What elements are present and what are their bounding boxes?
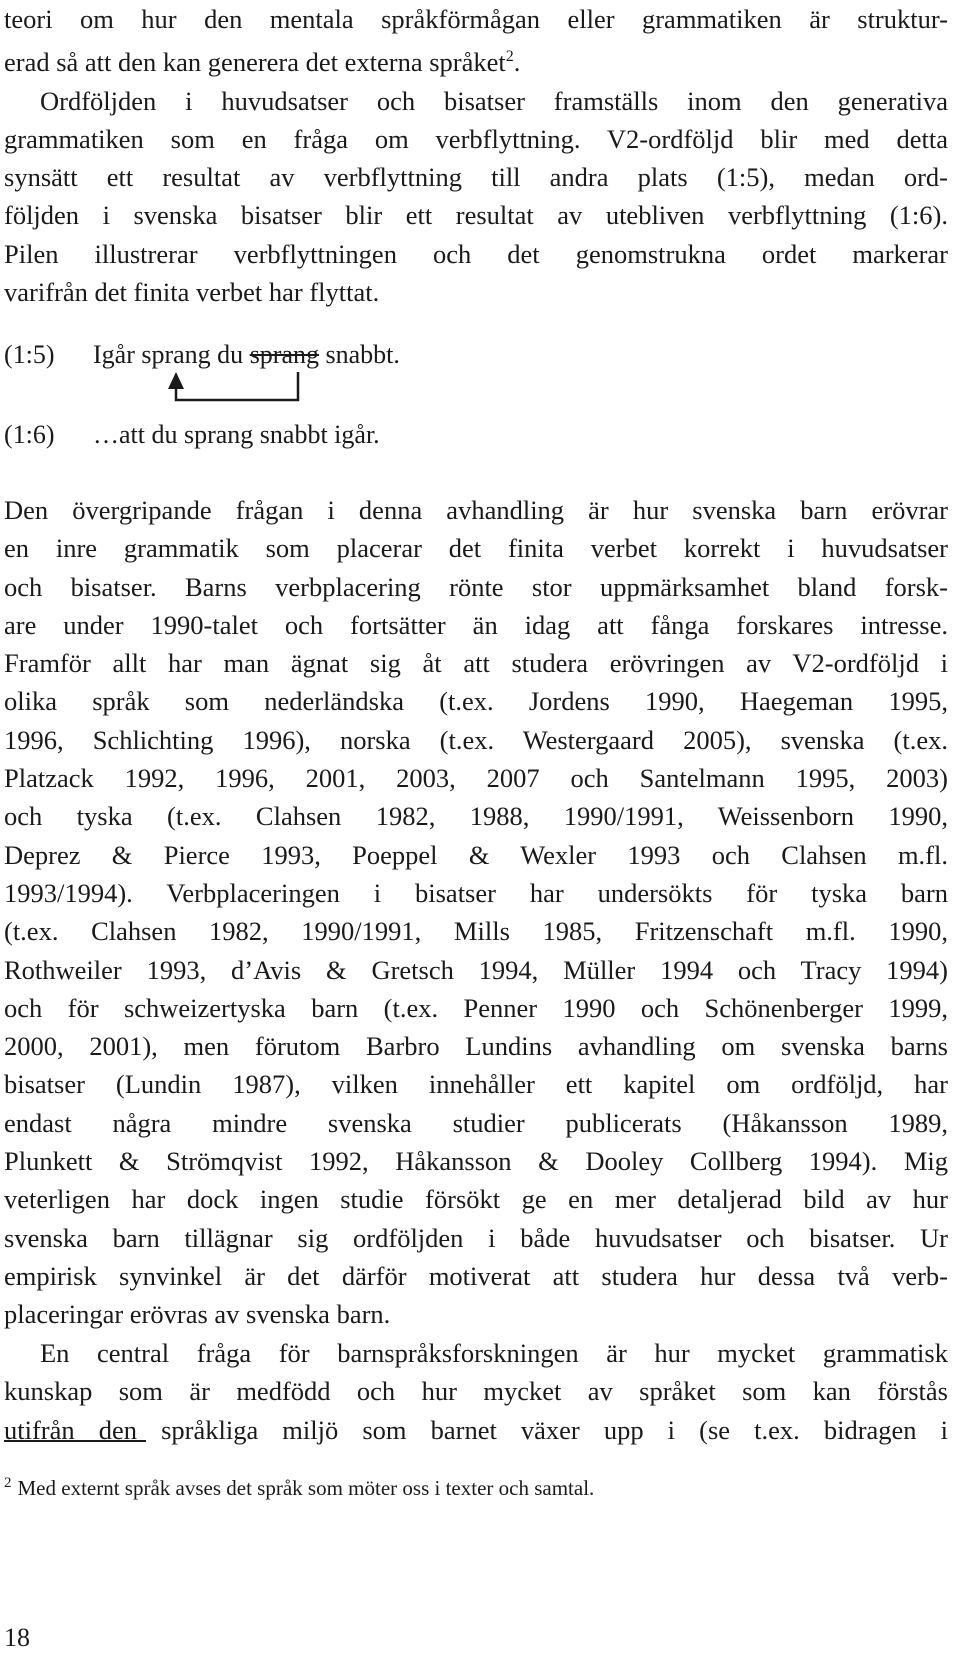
example-text-after: snabbt.	[319, 340, 400, 369]
text-line: endast några mindre svenska studier publicerats (Håkansson 1989,	[4, 1107, 948, 1138]
text-line: 2000, 2001), men förutom Barbro Lundins avhandling om svenska barns	[4, 1031, 948, 1062]
text-line: och bisatser. Barns verbplacering rönte stor uppmärksamhet bland forsk-	[4, 571, 948, 602]
text-span: .	[513, 47, 521, 78]
text-line: 1993/1994). Verbplaceringen i bisatser har undersökts för tyska barn	[4, 877, 948, 908]
text-line: Plunkett & Strömqvist 1992, Håkansson & Dooley Collberg 1994). Mig	[4, 1146, 948, 1177]
text-line: (t.ex. Clahsen 1982, 1990/1991, Mills 1985, Fritzenschaft m.fl. 1990,	[4, 916, 948, 947]
text-line: 1996, Schlichting 1996), norska (t.ex. Westergaard 2005), svenska (t.ex.	[4, 724, 948, 755]
text-line: Deprez & Pierce 1993, Poeppel & Wexler 1993 och Clahsen m.fl.	[4, 839, 948, 870]
text-line: och tyska (t.ex. Clahsen 1982, 1988, 1990/1991, Weissenborn 1990,	[4, 801, 948, 832]
text-line: följden i svenska bisatser blir ett resultat av utebliven verbflyttning (1:6).	[4, 200, 948, 231]
text-line: Ordföljden i huvudsatser och bisatser framställs inom den generativa	[40, 85, 948, 116]
example-sentence: …att du sprang snabbt igår.	[93, 420, 380, 449]
page-number: 18	[4, 1623, 30, 1652]
text-line: Rothweiler 1993, d’Avis & Gretsch 1994, Müller 1994 och Tracy 1994)	[4, 954, 948, 985]
footnote-marker: 2	[4, 1475, 12, 1491]
footnote-reference[interactable]: 2	[505, 48, 514, 66]
text-line: Platzack 1992, 1996, 2001, 2003, 2007 och Santelmann 1995, 2003)	[4, 763, 948, 794]
text-line: empirisk synvinkel är det därför motiverat att studera hur dessa två verb-	[4, 1260, 948, 1291]
text-line: Pilen illustrerar verbflyttningen och det genomstrukna ordet markerar	[4, 238, 948, 269]
text-line: olika språk som nederländska (t.ex. Jordens 1990, Haegeman 1995,	[4, 686, 948, 717]
text-span: erad så att den kan generera det externa språket	[4, 47, 506, 78]
text-line: svenska barn tillägnar sig ordföljden i både huvudsatser och bisatser. Ur	[4, 1222, 948, 1253]
paragraph-main	[4, 491, 948, 1334]
footnote-text: Med externt språk avses det språk som möter oss i texter och samtal.	[17, 1476, 595, 1500]
footnote	[4, 1470, 594, 1501]
text-line: en inre grammatik som placerar det finita verbet korrekt i huvudsatser	[4, 533, 948, 564]
text-line: Framför allt har man ägnat sig åt att studera erövringen av V2-ordföljd i	[4, 648, 948, 679]
text-line: kunskap som är medfödd och hur mycket av språket som kan förstås	[4, 1376, 948, 1407]
text-line: utifrån den språkliga miljö som barnet växer upp i (se t.ex. bidragen i	[4, 1414, 948, 1445]
struck-verb: sprang	[249, 340, 320, 369]
text-line: teori om hur den mentala språkförmågan eller grammatiken är struktur-	[4, 4, 948, 34]
text-line: synsätt ett resultat av verbflyttning till andra plats (1:5), medan ord-	[4, 162, 948, 193]
text-line: bisatser (Lundin 1987), vilken innehåller ett kapitel om ordföljd, har	[4, 1069, 948, 1100]
footnote-divider	[4, 1440, 146, 1442]
text-line: En central fråga för barnspråksforskningen är hur mycket grammatisk	[40, 1338, 948, 1368]
text-line: Den övergripande frågan i denna avhandling är hur svenska barn erövrar	[4, 495, 948, 525]
text-line: och för schweizertyska barn (t.ex. Penner 1990 och Schönenberger 1999,	[4, 992, 948, 1023]
text-line: are under 1990-talet och fortsätter än idag att fånga forskares intresse.	[4, 609, 948, 640]
example-number: (1:6)	[4, 420, 55, 449]
example-text-before: Igår sprang du	[93, 340, 250, 369]
text-line: varifrån det finita verbet har flyttat.	[4, 277, 380, 308]
example-number: (1:5)	[4, 340, 55, 369]
text-line: veterligen har dock ingen studie försökt ge en mer detaljerad bild av hur	[4, 1184, 948, 1215]
text-line: grammatiken som en fråga om verbflyttning. V2-ordföljd blir med detta	[4, 123, 948, 154]
paragraph-continued	[4, 1334, 948, 1449]
text-line: placeringar erövras av svenska barn.	[4, 1299, 391, 1330]
